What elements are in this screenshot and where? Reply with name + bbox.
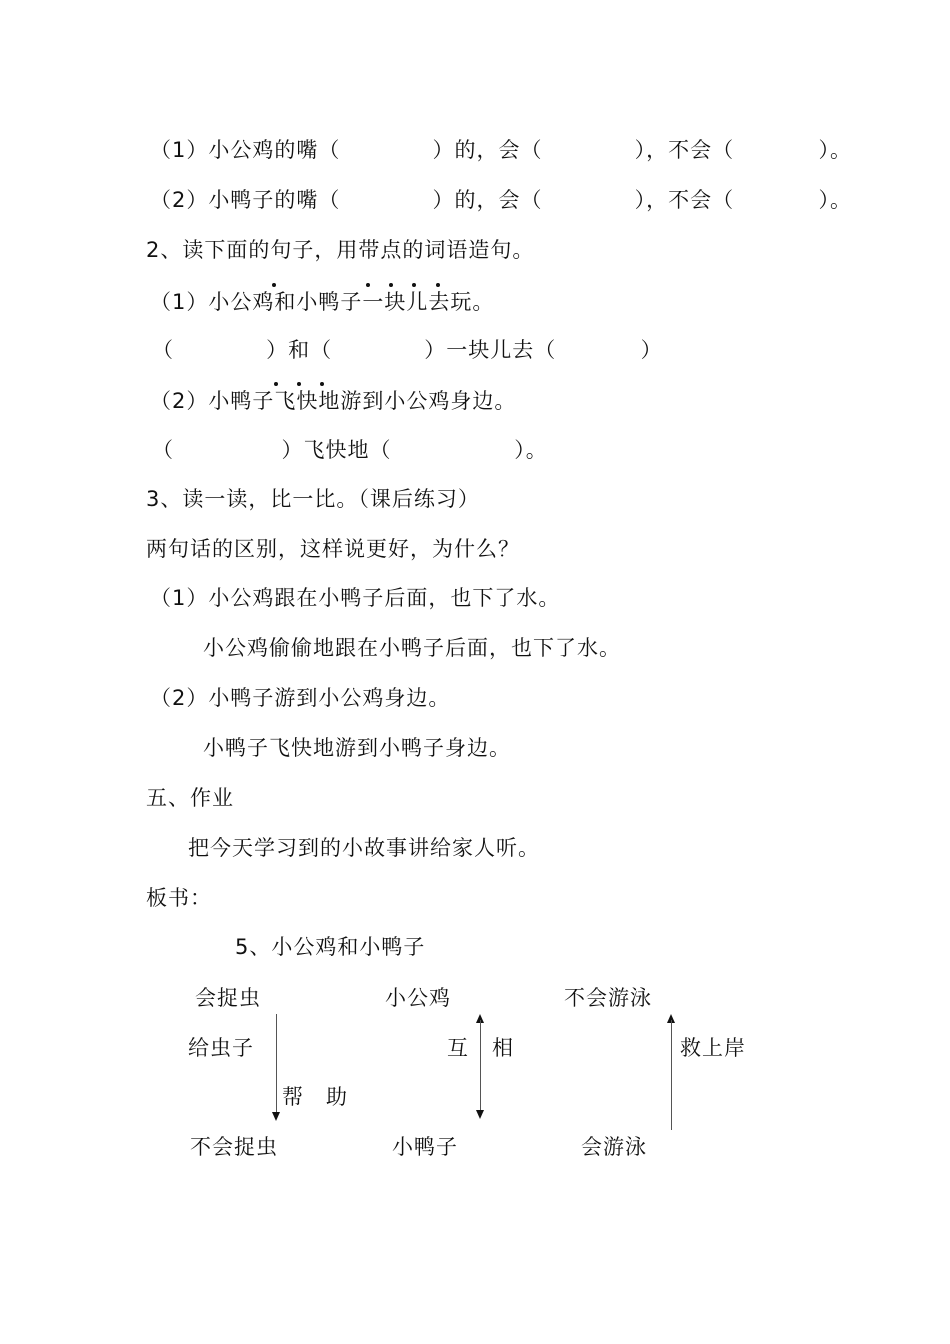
compare-sentence-1a: （1）小公鸡跟在小鸭子后面，也下了水。 (150, 586, 561, 610)
compare-sentence-1b: 小公鸡偷偷地跟在小鸭子后面，也下了水。 (203, 636, 621, 660)
example-sentence-q2-1: （1）小公鸡和小鸭子一块儿去玩。 (150, 290, 495, 314)
emphasis-dot (389, 283, 393, 287)
board-label: 板书： (146, 886, 212, 910)
example-sentence-q2-2: （2）小鸭子飞快地游到小公鸡身边。 (150, 389, 517, 413)
board-center-top: 小公鸡 (385, 986, 451, 1010)
emphasis-dot (297, 382, 301, 386)
board-right-top: 不会游泳 (564, 986, 652, 1010)
board-center-right: 相 (492, 1036, 514, 1060)
emphasis-dot (274, 382, 278, 386)
board-left-help: 帮 助 (282, 1085, 348, 1109)
fill-blank-q2-1: （ ）和（ ）一块儿去（ ） (152, 338, 663, 362)
q3-prompt: 两句话的区别，这样说更好，为什么？ (146, 537, 520, 561)
emphasis-dot (272, 283, 276, 287)
exercise-line-q1-1: （1）小公鸡的嘴（ ）的，会（ ），不会（ ）。 (150, 138, 852, 162)
board-left-bottom: 不会捉虫 (190, 1135, 278, 1159)
emphasis-dot (412, 283, 416, 287)
compare-sentence-2b: 小鸭子飞快地游到小鸭子身边。 (203, 736, 511, 760)
board-right-bottom: 会游泳 (581, 1135, 647, 1159)
compare-sentence-2a: （2）小鸭子游到小公鸡身边。 (150, 686, 451, 710)
homework-text: 把今天学习到的小故事讲给家人听。 (188, 836, 540, 860)
board-center-bottom: 小鸭子 (392, 1135, 458, 1159)
fill-blank-q2-2: （ ）飞快地（ ）。 (152, 438, 548, 462)
right-arrow-line (671, 1020, 672, 1130)
emphasis-dot (320, 382, 324, 386)
down-arrow-icon (272, 1112, 280, 1121)
down-arrow-icon (476, 1110, 484, 1119)
board-title: 5、小公鸡和小鸭子 (235, 935, 426, 959)
board-right-mid: 救上岸 (680, 1036, 746, 1060)
left-arrow-line (276, 1014, 277, 1116)
center-arrow-line (480, 1020, 481, 1114)
exercise-line-q1-2: （2）小鸭子的嘴（ ）的，会（ ），不会（ ）。 (150, 188, 852, 212)
section-heading-q2: 2、读下面的句子，用带点的词语造句。 (146, 238, 535, 262)
board-center-left: 互 (447, 1036, 469, 1060)
board-left-mid: 给虫子 (188, 1036, 254, 1060)
section-heading-q3: 3、读一读，比一比。（课后练习） (146, 487, 480, 511)
homework-heading: 五、作业 (146, 786, 234, 810)
emphasis-dot (436, 283, 440, 287)
emphasis-dot (366, 283, 370, 287)
board-left-top: 会捉虫 (195, 986, 261, 1010)
